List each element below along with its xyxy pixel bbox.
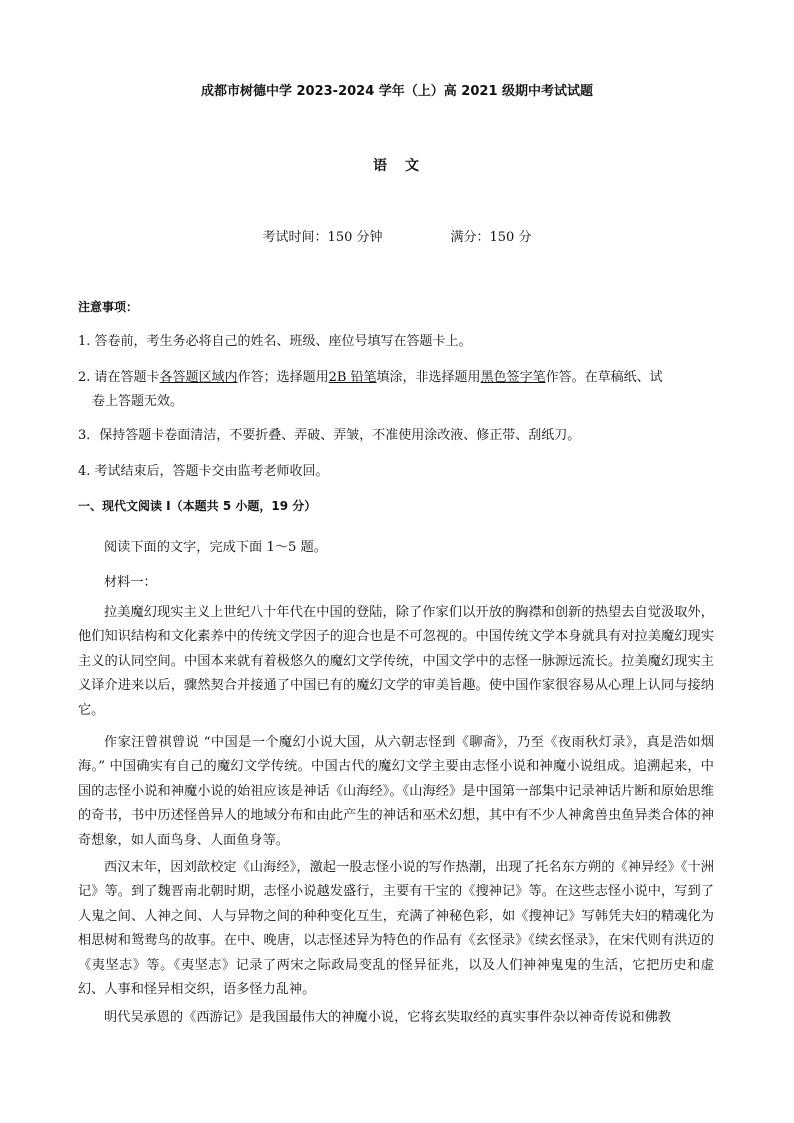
- notes-heading: 注意事项：: [78, 300, 139, 314]
- exam-full-score: 满分：150 分: [450, 230, 532, 245]
- exam-time: 考试时间：150 分钟: [262, 230, 383, 245]
- reading-instruction: 阅读下面的文字，完成下面 1～5 题。: [104, 540, 327, 555]
- note-3: 3．保持答题卡卷面清洁，不要折叠、弄破、弄皱，不准使用涂改液、修正带、刮纸刀。: [78, 428, 581, 443]
- exam-info: [0, 226, 794, 245]
- note-1: 1. 答卷前，考生务必将自己的姓名、班级、座位号填写在答题卡上。: [78, 334, 472, 349]
- paragraph-2: 作家汪曾祺曾说 “中国是一个魔幻小说大国，从六朝志怪到《聊斋》，乃至《夜雨秋灯录》，真是浩如烟海。” 中国确实有自己的魔幻文学传统。中国古代的魔幻文学主要由志怪小说和神魔小说组成。追溯起来，中国的志怪小说和神魔小说的始祖应该是神话《山海经》。《山海经》是中国第一部集中记录神话片断和原始思维的奇书，书中历述怪兽异人的地域分布和由此产生的神话和巫术幻想，其中有不少人神禽兽虫鱼异类合体的神奇想象，如人面鸟身、人面鱼身等。: [78, 735, 714, 848]
- subject-char-2: 文: [405, 158, 421, 174]
- paragraph-3: 西汉末年，因刘歆校定《山海经》，激起一股志怪小说的写作热潮，出现了托名东方朔的《神异经》《十洲记》等。到了魏晋南北朝时期，志怪小说越发盛行，主要有干宝的《搜神记》等。在这些志怪小说中，写到了人鬼之间、人神之间、人与异物之间的种种变化互生，充满了神秘色彩，如《搜神记》写韩凭夫妇的精魂化为相思树和鸳鸯鸟的故事。在中、晚唐，以志怪述异为特色的作品有《玄怪录》《续玄怪录》，在宋代则有洪迈的《夷坚志》等。《夷坚志》记录了两宋之际政局变乱的怪异征兆，以及人们神神鬼鬼的生活，它把历史和虚幻、人事和怪异相交织，语多怪力乱神。: [78, 860, 714, 998]
- exam-title: 成都市树德中学 2023-2024 学年（上）高 2021 级期中考试试题: [200, 84, 594, 99]
- section-heading: 一、现代文阅读 I（本题共 5 小题，19 分）: [78, 499, 317, 513]
- material-label: 材料一：: [104, 575, 157, 590]
- paragraph-1: 拉美魔幻现实主义上世纪八十年代在中国的登陆，除了作家们以开放的胸襟和创新的热望去自觉汲取外，他们知识结构和文化素养中的传统文学因子的迎合也是不可忽视的。中国传统文学本身就具有对拉美魔幻现实主义的认同空间。中国本来就有着极悠久的魔幻文学传统，中国文学中的志怪一脉源远流长。拉美魔幻现实主义译介进来以后，骤然契合并接通了中国已有的魔幻文学的审美旨趣。使中国作家很容易从心理上认同与接纳它。: [78, 605, 714, 718]
- note-2: 2. 请在答题卡各答题区域内作答；选择题用2B 铅笔填涂，非选择题用黑色签字笔作答。在草稿纸、试 卷上答题无效。: [78, 370, 663, 409]
- paragraph-4: 明代吴承恩的《西游记》是我国最伟大的神魔小说，它将玄奘取经的真实事件杂以神奇传说和佛教: [104, 1010, 672, 1025]
- subject-title: [0, 155, 794, 175]
- note-4: 4. 考试结束后，答题卡交由监考老师收回。: [78, 464, 329, 479]
- subject-char-1: 语: [373, 158, 389, 174]
